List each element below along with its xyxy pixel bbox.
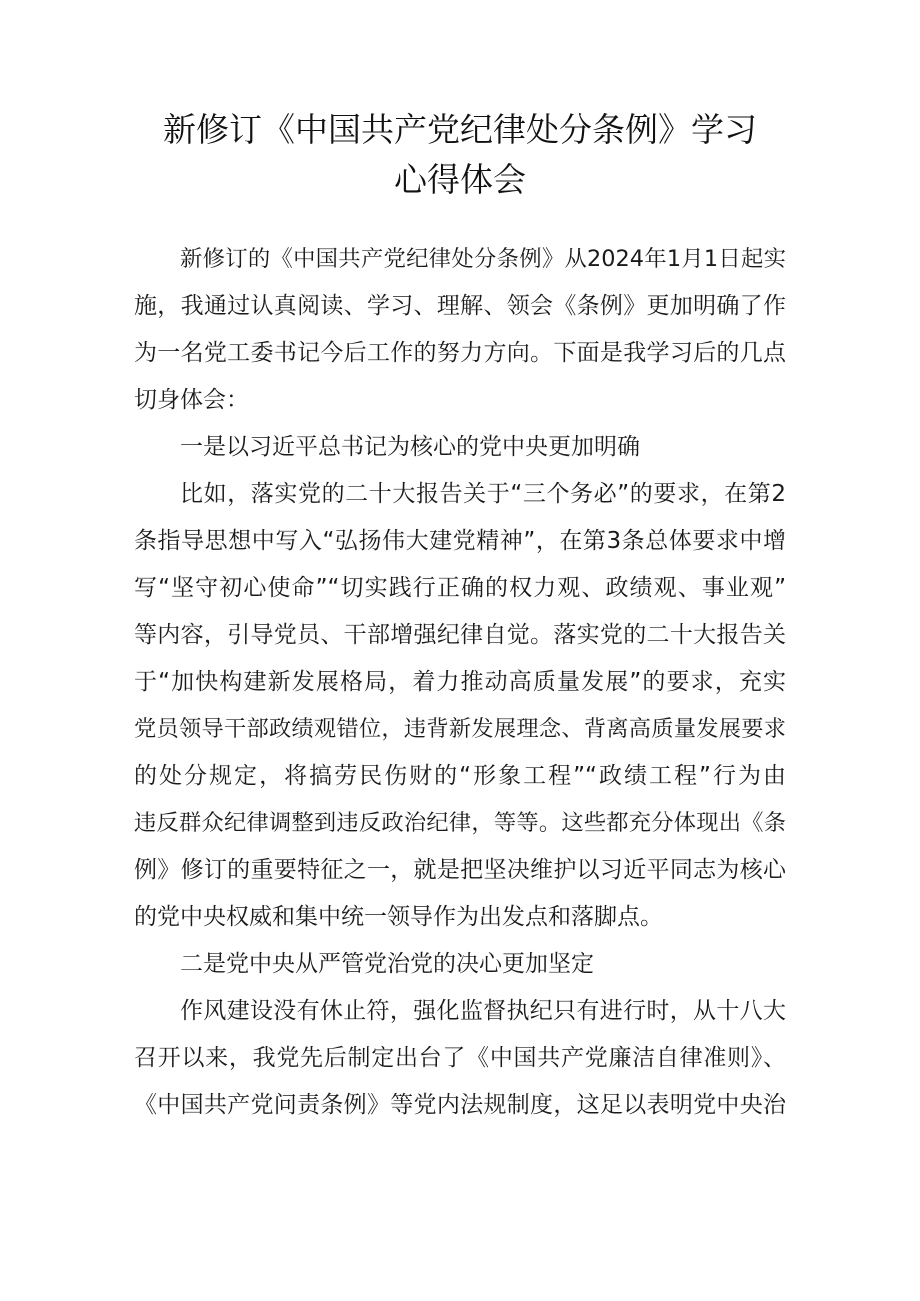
section-heading-1: 一是以习近平总书记为核心的党中央更加明确: [180, 434, 640, 460]
paragraph-2-line-2: 召开以来，我党先后制定出台了《中国共产党廉洁自律准则》、: [134, 1045, 786, 1071]
paragraph-intro-line-2: 施，我通过认真阅读、学习、理解、领会《条例》更加明确了作: [134, 293, 786, 319]
paragraph-intro-line-4: 切身体会：: [134, 387, 249, 413]
paragraph-intro-line-1: 新修订的《中国共产党纪律处分条例》从2024年1月1日起实: [180, 246, 786, 272]
paragraph-1-line-10: 的党中央权威和集中统一领导作为出发点和落脚点。: [134, 904, 663, 930]
paragraph-1-line-6: 党员领导干部政绩观错位，违背新发展理念、背离高质量发展要求: [134, 716, 786, 742]
paragraph-1-line-5: 于“加快构建新发展格局，着力推动高质量发展”的要求，充实: [134, 669, 786, 695]
section-heading-2: 二是党中央从严管党治党的决心更加坚定: [180, 951, 594, 977]
paragraph-2-line-3: 《中国共产党问责条例》等党内法规制度，这足以表明党中央治: [134, 1092, 786, 1118]
document-body: [134, 236, 786, 1129]
document-title-line-1: 新修订《中国共产党纪律处分条例》学习: [163, 110, 757, 149]
paragraph-1-line-3: 写“坚守初心使命”“切实践行正确的权力观、政绩观、事业观”: [134, 575, 786, 601]
paragraph-1-line-8: 违反群众纪律调整到违反政治纪律，等等。这些都充分体现出《条: [134, 810, 786, 836]
paragraph-1-line-1: 比如，落实党的二十大报告关于“三个务必”的要求，在第2: [180, 481, 786, 507]
paragraph-1-line-7: 的处分规定，将搞劳民伤财的“形象工程”“政绩工程”行为由: [134, 763, 786, 789]
paragraph-2-line-1: 作风建设没有休止符，强化监督执纪只有进行时，从十八大: [180, 998, 786, 1024]
paragraph-intro-line-3: 为一名党工委书记今后工作的努力方向。下面是我学习后的几点: [134, 340, 786, 366]
paragraph-1-line-9: 例》修订的重要特征之一，就是把坚决维护以习近平同志为核心: [134, 857, 786, 883]
paragraph-1-line-2: 条指导思想中写入“弘扬伟大建党精神”，在第3条总体要求中增: [134, 528, 786, 554]
document-title-line-2: 心得体会: [394, 160, 526, 199]
paragraph-1-line-4: 等内容，引导党员、干部增强纪律自觉。落实党的二十大报告关: [134, 622, 786, 648]
